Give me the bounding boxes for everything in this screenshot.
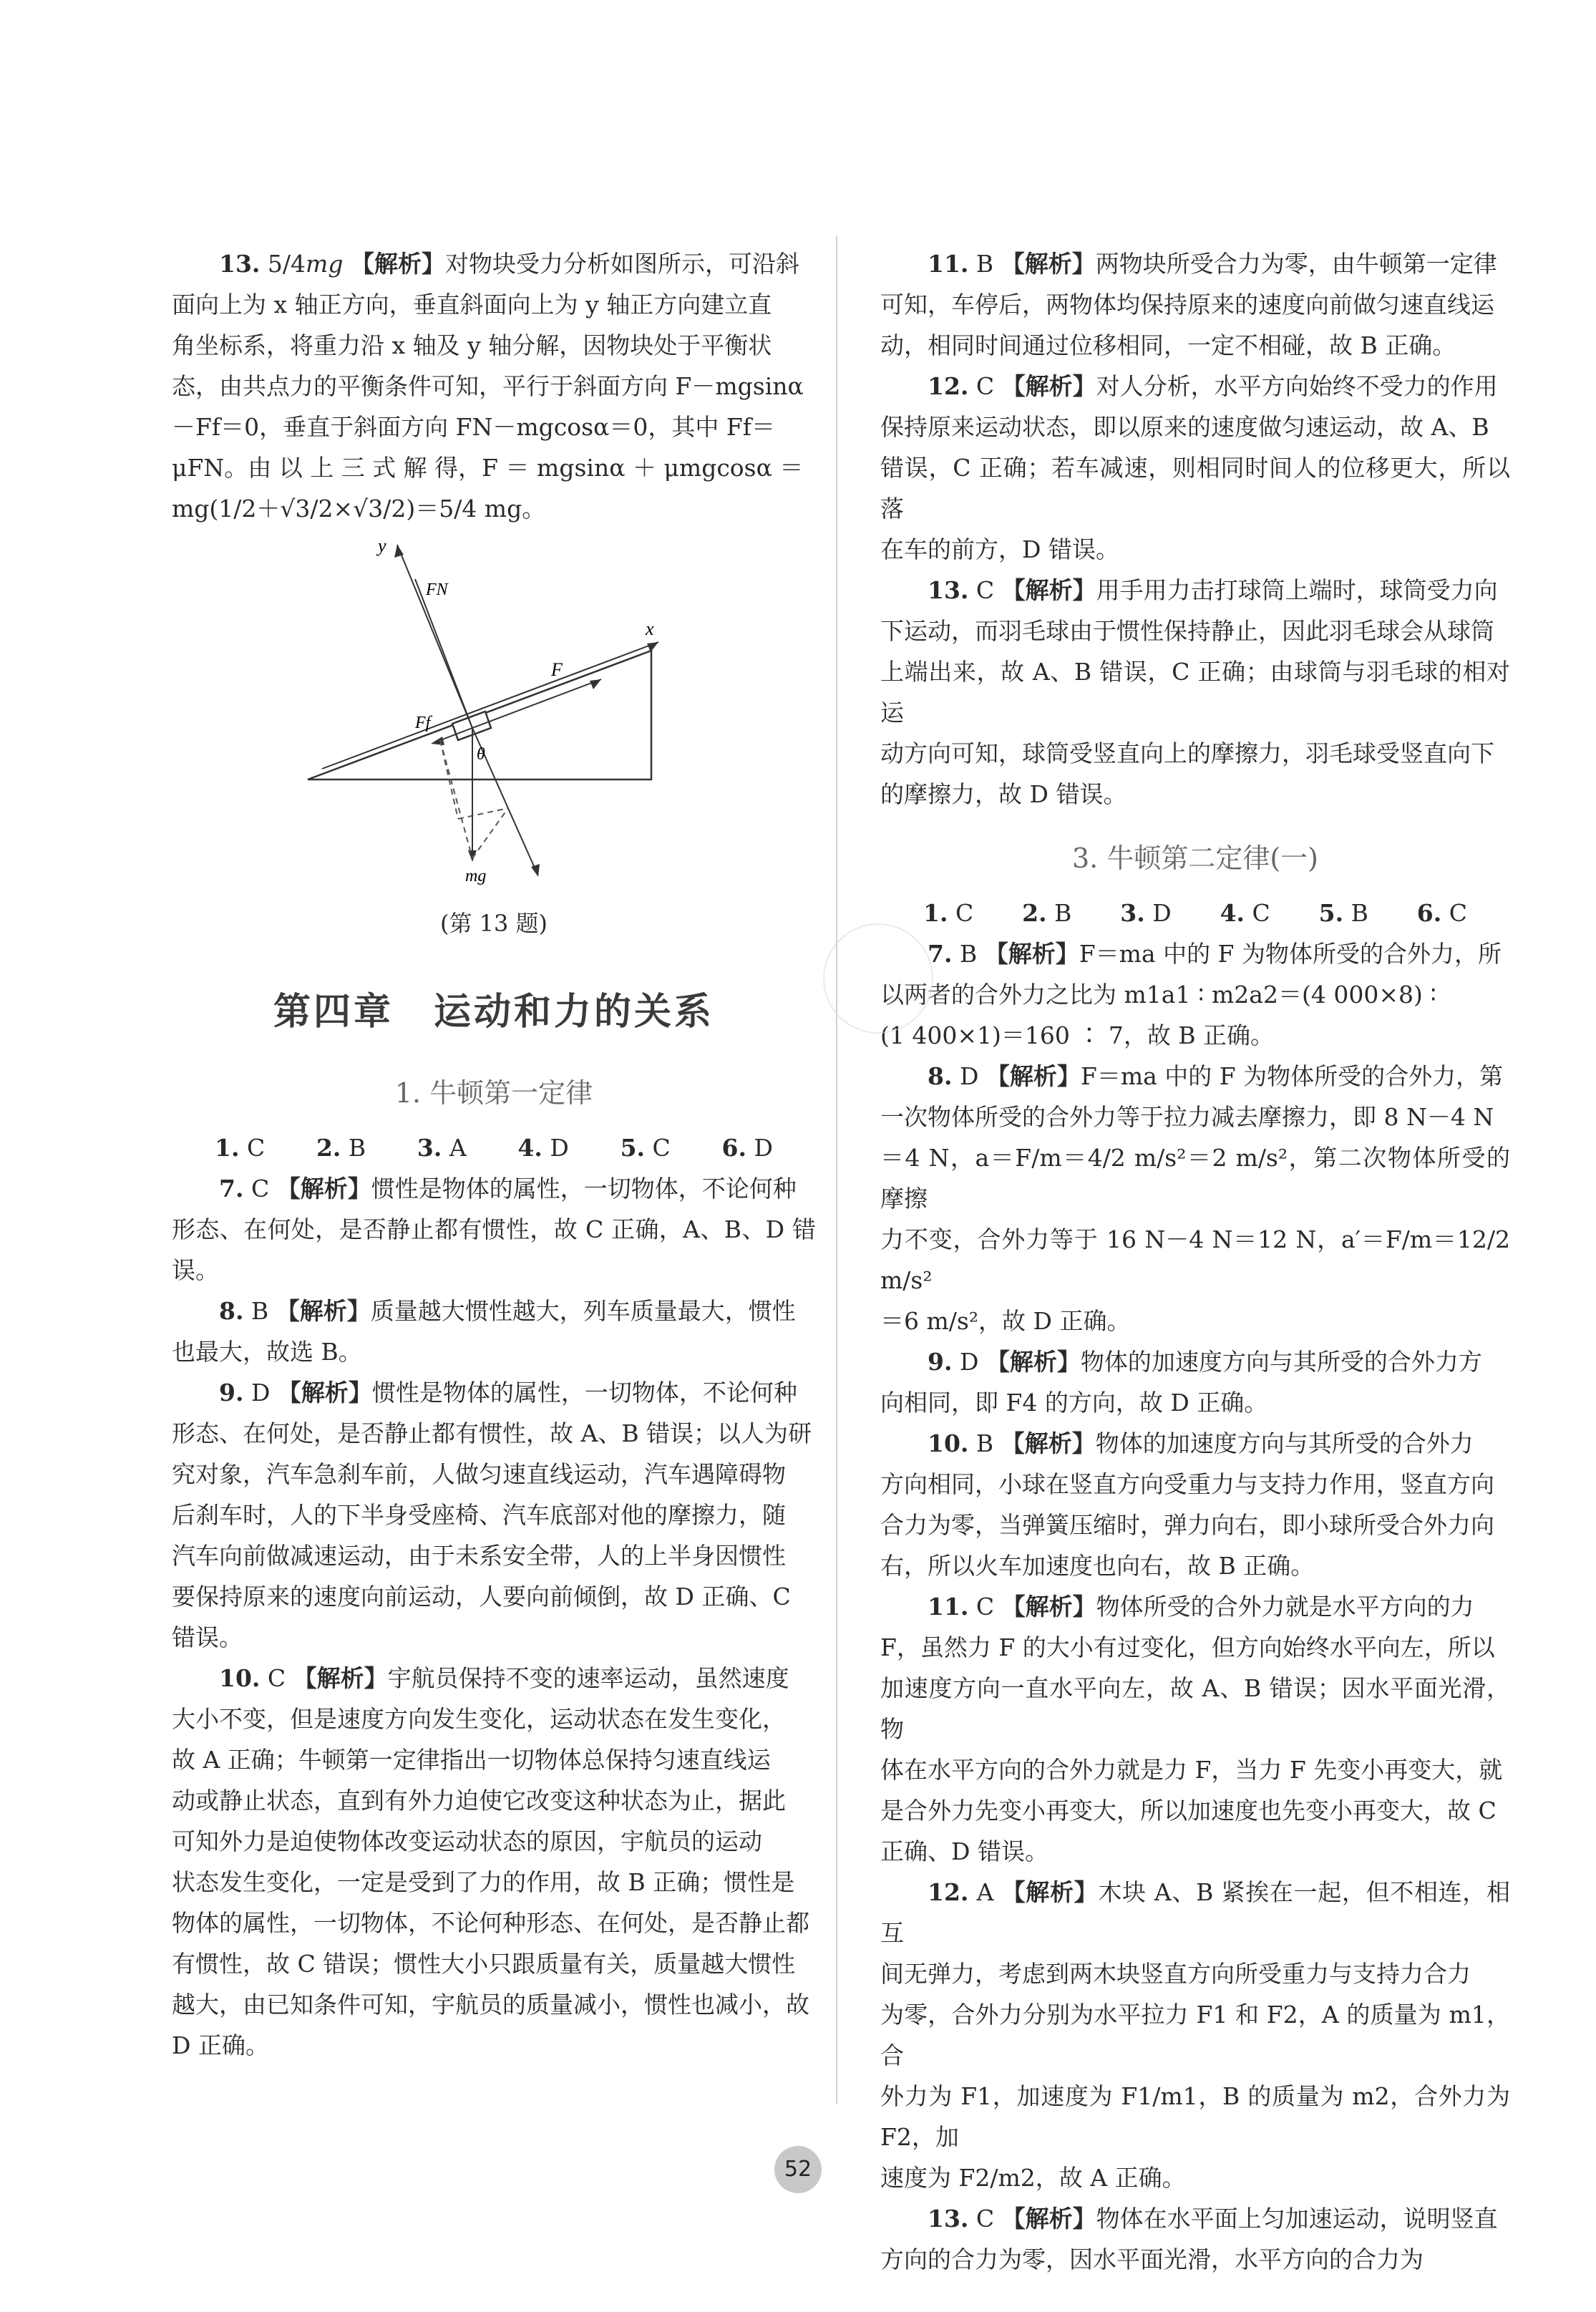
text-line: 动，相同时间通过位移相同，一定不相碰，故 B 正确。 [880,331,1456,359]
section-title: 3. 牛顿第二定律(一) [1072,842,1318,874]
text-line: 故 A 正确；牛顿第一定律指出一切物体总保持匀速直线运 [172,1746,771,1774]
q10-explanation: 10. C 【解析】宇航员保持不变的速率运动，虽然速度 大小不变，但是速度方向发生变化，运动状态在发生变化， 故 A 正确；牛顿第一定律指出一切物体总保持匀速直线运 动或静止状态，直到有外力迫使它改变这种状态为止，据此 可知外力是迫使物体改变运动状态的原因，宇航员的运动 状态发生变化，一定是受到了力的作用，故 B 正确；惯性是 物体的属性，一切物体，不论何种形态、在何处，是否静止都 有惯性，故 C 错误；惯性大小只跟质量有关，质量越大惯性 越大，由已知条件可知，宇航员的质量减小，惯性也减小，故 D 正确。 [172,1658,816,2066]
label-mg: mg [465,867,487,885]
q8-explanation: 8. B 【解析】质量越大惯性越大，列车质量最大，惯性 也最大，故选 B。 [172,1291,816,1372]
text-line: 上端出来，故 A、B 错误，C 正确；由球筒与羽毛球的相对运 [880,658,1510,727]
force-diagram [172,529,816,901]
q11-explanation: 11. B 【解析】两物块所受合力为零，由牛顿第一定律 可知，车停后，两物体均保持原来的速度向前做匀速直线运 动，相同时间通过位移相同，一定不相碰，故 B 正确。 [880,243,1510,366]
text-line: 对物块受力分析如图所示，可沿斜 [444,250,799,278]
right-column [880,243,1510,2280]
text-line: 物体的属性，一切物体，不论何种形态、在何处，是否静止都 [172,1909,809,1937]
page-number: 52 [774,2146,822,2193]
text-line: 有惯性，故 C 错误；惯性大小只跟质量有关，质量越大惯性 [172,1950,796,1978]
watermark-stamp [823,923,933,1034]
question-number: 13. [219,250,261,278]
text-line: 间无弹力，考虑到两木块竖直方向所受重力与支持力合力 [880,1960,1471,1988]
answer-item: 5. B [1318,899,1368,927]
q9-explanation: 9. D 【解析】惯性是物体的属性，一切物体，不论何种 形态、在何处，是否静止都有惯性，故 A、B 错误；以人为研 究对象，汽车急刹车前，人做匀速直线运动，汽车遇障碍物 后刹车时，人的下半身受座椅、汽车底部对他的摩擦力，随 汽车向前做减速运动，由于未系安全带，人的上半身因惯性 要保持原来的速度向前运动，人要向前倾倒，故 D 正确、C 错误。 [172,1372,816,1658]
text-line: －Ff＝0，垂直于斜面方向 FN－mgcosα＝0，其中 Ff＝ [172,413,775,441]
text-line: 是合外力先变小再变大，所以加速度也先变小再变大，故 C [880,1797,1497,1825]
q9-right-explanation: 9. D 【解析】物体的加速度方向与其所受的合外力方 向相同，即 F4 的方向，故 D 正确。 [880,1341,1510,1423]
text-line: 形态、在何处，是否静止都有惯性，故 C 正确，A、B、D 错误。 [172,1215,816,1284]
text-line: 角坐标系，将重力沿 x 轴及 y 轴分解，因物块处于平衡状 [172,331,772,359]
x-arrowhead [647,642,658,652]
text-line: 方向相同，小球在竖直方向受重力与支持力作用，竖直方向 [880,1470,1494,1498]
answer-mg: mg [306,250,344,278]
label-ff: Ff [415,714,431,732]
q13b-explanation: 13. C 【解析】物体在水平面上匀加速运动，说明竖直 方向的合力为零，因水平面光滑，水平方向的合力为 [880,2198,1510,2280]
answers-row [172,1127,816,1168]
q10-right-explanation: 10. B 【解析】物体的加速度方向与其所受的合外力 方向相同，小球在竖直方向受重力与支持力作用，竖直方向 合力为零，当弹簧压缩时，弹力向右，即小球所受合外力向 右，所以火车加速度也向右，故 B 正确。 [880,1423,1510,1586]
text-line: F，虽然力 F 的大小有过变化，但方向始终水平向左，所以 [880,1633,1495,1661]
dashed-component [440,740,472,858]
text-line: 力不变，合外力等于 16 N－4 N＝12 N，a′＝F/m＝12/2 m/s² [880,1225,1510,1294]
normal-arrowhead [531,864,540,877]
text-line: 外力为 F1，加速度为 F1/m1，B 的质量为 m2，合外力为 F2，加 [880,2082,1510,2151]
answer-item: 2. B [316,1134,366,1162]
fn-vector [415,579,472,728]
answer-item: 2. B [1022,899,1072,927]
label-f: F [551,659,563,680]
text-line: 向相同，即 F4 的方向，故 D 正确。 [880,1389,1268,1417]
q11b-explanation: 11. C 【解析】物体所受的合外力就是水平方向的力 F，虽然力 F 的大小有过变化，但方向始终水平向左，所以 加速度方向一直水平向左，故 A、B 错误；因水平面光滑，物 体在水平方向的合外力就是力 F，当力 F 先变小再变大，就 是合外力先变小再变大，所以加速度也先变小再变大，故 C 正确、D 错误。 [880,1586,1510,1872]
q12b-explanation: 12. A 【解析】木块 A、B 紧挨在一起，但不相连，相互 间无弹力，考虑到两木块竖直方向所受重力与支持力合力 为零，合外力分别为水平拉力 F1 和 F2，A 的质量为 m1，合 外力为 F1，加速度为 F1/m1，B 的质量为 m2，合外力为 F2，加 速度为 F2/m2，故 A 正确。 [880,1872,1510,2198]
text-line: μFN。由 以 上 三 式 解 得，F ＝ mgsinα ＋ μmgcosα ＝ [172,454,804,482]
ff-arrowhead [431,737,444,745]
text-line: 要保持原来的速度向前运动，人要向前倾倒，故 D 正确、C [172,1583,791,1611]
label-fn: FN [426,581,448,599]
text-line: 动或静止状态，直到有外力迫使它改变这种状态为止，据此 [172,1787,786,1815]
text-line: 方向的合力为零，因水平面光滑，水平方向的合力为 [880,2245,1424,2273]
answer-fraction: 5/4 [267,250,306,278]
chapter-title: 第四章 运动和力的关系 [273,991,714,1034]
dashed-component [472,808,508,858]
q7-explanation: 7. C 【解析】惯性是物体的属性，一切物体，不论何种 形态、在何处，是否静止都有惯性，故 C 正确，A、B、D 错误。 [172,1168,816,1291]
text-line: ＝6 m/s²，故 D 正确。 [880,1307,1131,1335]
text-line: 可知，车停后，两物体均保持原来的速度向前做匀速直线运 [880,291,1494,319]
q12-explanation: 12. C 【解析】对人分析，水平方向始终不受力的作用 保持原来运动状态，即以原来的速度做匀速运动，故 A、B 错误，C 正确；若车减速，则相同时间人的位移更大，所以落 在车的前方，D 错误。 [880,366,1510,570]
answer-item: 6. D [721,1134,773,1162]
text-line: 越大，由已知条件可知，宇航员的质量减小，惯性也减小，故 [172,1991,809,2019]
figure-caption: (第 13 题) [439,910,548,937]
text-line: 面向上为 x 轴正方向，垂直斜面向上为 y 轴正方向建立直 [172,291,772,319]
q7-right-explanation: 7. B 【解析】F＝ma 中的 F 为物体所受的合外力，所 以两者的合外力之比为 m1a1 ∶ m2a2＝(4 000×8) ∶ (1 400×1)＝160 ∶ 7，故 B 正确。 [880,933,1510,1056]
label-x: x [646,618,654,639]
answer-item: 4. D [517,1134,569,1162]
text-line: 为零，合外力分别为水平拉力 F1 和 F2，A 的质量为 m1，合 [880,2001,1510,2069]
answer-item: 1. C [923,899,974,927]
label-theta: θ [477,745,485,764]
answer-item: 3. D [1120,899,1172,927]
text-line: D 正确。 [172,2031,269,2059]
x-axis [322,642,658,769]
text-line: 合力为零，当弹簧压缩时，弹力向右，即小球所受合外力向 [880,1511,1494,1539]
text-line: 错误。 [172,1623,243,1651]
text-line: 加速度方向一直水平向左，故 A、B 错误；因水平面光滑，物 [880,1674,1510,1743]
text-line: 在车的前方，D 错误。 [880,535,1119,563]
text-line: mg(1/2＋√3/2×√3/2)＝5/4 mg。 [172,495,546,523]
answer-item: 6. C [1416,899,1467,927]
analysis-tag: 【解析】 [350,250,445,278]
answers-row [880,893,1510,933]
text-line: 可知外力是迫使物体改变运动状态的原因，宇航员的运动 [172,1827,762,1855]
text-line: 后刹车时，人的下半身受座椅、汽车底部对他的摩擦力，随 [172,1501,786,1529]
column-divider [836,236,837,2104]
text-line: 保持原来运动状态，即以原来的速度做匀速运动，故 A、B [880,413,1489,441]
text-line: 状态发生变化，一定是受到了力的作用，故 B 正确；惯性是 [172,1868,795,1896]
text-line: 也最大，故选 B。 [172,1338,362,1366]
incline-figure [293,536,694,894]
text-line: 形态、在何处，是否静止都有惯性，故 A、B 错误；以人为研 [172,1419,812,1447]
text-line: 大小不变，但是速度方向发生变化，运动状态在发生变化， [172,1705,786,1733]
answer-item: 5. C [620,1134,671,1162]
answer-item: 4. C [1220,899,1270,927]
q8-right-explanation: 8. D 【解析】F＝ma 中的 F 为物体所受的合外力，第 一次物体所受的合外力等于拉力减去摩擦力，即 8 N－4 N ＝4 N，a＝F/m＝4/2 m/s²＝2 m/s²，第二次物体所受的摩擦 力不变，合外力等于 16 N－4 N＝12 N，a′＝F/m＝12/2 m/s² ＝6 m/s²，故 D 正确。 [880,1056,1510,1341]
text-line: (1 400×1)＝160 ∶ 7，故 B 正确。 [880,1021,1275,1049]
text-line: 态，由共点力的平衡条件可知，平行于斜面方向 F－mgsinα [172,372,804,400]
answer-item: 1. C [215,1134,266,1162]
text-line: 速度为 F2/m2，故 A 正确。 [880,2164,1186,2192]
label-y: y [378,536,386,556]
text-line: 正确、D 错误。 [880,1837,1048,1865]
section-title: 1. 牛顿第一定律 [394,1077,593,1109]
text-line: 的摩擦力，故 D 错误。 [880,780,1127,808]
text-line: 究对象，汽车急刹车前，人做匀速直线运动，汽车遇障碍物 [172,1460,786,1488]
text-line: 体在水平方向的合外力就是力 F，当力 F 先变小再变大，就 [880,1756,1503,1784]
text-line: 下运动，而羽毛球由于惯性保持静止，因此羽毛球会从球筒 [880,617,1494,645]
text-line: 右，所以火车加速度也向右，故 B 正确。 [880,1552,1315,1580]
text-line: 一次物体所受的合外力等于拉力减去摩擦力，即 8 N－4 N [880,1103,1494,1131]
left-column [172,243,816,2066]
q13-explanation [172,243,816,529]
text-line: 动方向可知，球筒受竖直向上的摩擦力，羽毛球受竖直向下 [880,739,1494,767]
dashed-component [458,808,508,819]
answer-item: 3. A [417,1134,467,1162]
text-line: 错误，C 正确；若车减速，则相同时间人的位移更大，所以落 [880,454,1510,523]
text-line: ＝4 N，a＝F/m＝4/2 m/s²＝2 m/s²，第二次物体所受的摩擦 [880,1144,1510,1213]
f-arrowhead [590,679,601,689]
q13-right-explanation: 13. C 【解析】用手用力击打球筒上端时，球筒受力向 下运动，而羽毛球由于惯性保持静止，因此羽毛球会从球筒 上端出来，故 A、B 错误，C 正确；由球筒与羽毛球的相对运 动方向可知，球筒受竖直向上的摩擦力，羽毛球受竖直向下 的摩擦力，故 D 错误。 [880,570,1510,815]
f-vector [472,679,601,728]
text-line: 汽车向前做减速运动，由于未系安全带，人的上半身因惯性 [172,1542,786,1570]
text-line: 以两者的合外力之比为 m1a1 ∶ m2a2＝(4 000×8) ∶ [880,981,1436,1009]
